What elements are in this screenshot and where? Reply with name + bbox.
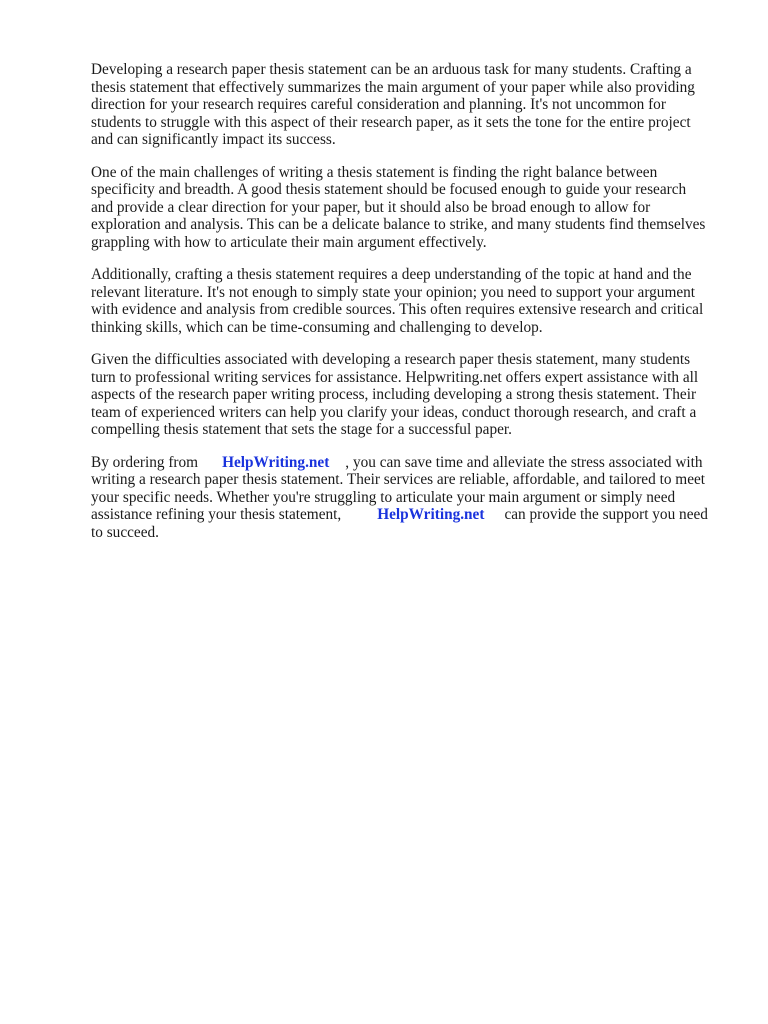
text-line: writing a research paper thesis statement. Their services are reliable, affordable, and tailored to meet (91, 471, 706, 488)
text-line: specificity and breadth. A good thesis statement should be focused enough to guide your research (91, 181, 687, 198)
text-line: students to struggle with this aspect of their research paper, as it sets the tone for the entire project (91, 113, 691, 131)
text-line: your specific needs. Whether you're struggling to articulate your main argument or simply need (91, 488, 676, 506)
text-line: Additionally, crafting a thesis statement requires a deep understanding of the topic at hand and the (91, 266, 692, 283)
paragraph-services (91, 351, 721, 439)
document-body (91, 61, 721, 556)
text-line (91, 506, 721, 524)
text-fragment: can provide the support you need (504, 506, 708, 523)
text-line: relevant literature. It's not enough to simply state your opinion; you need to support your argument (91, 283, 696, 301)
text-line: One of the main challenges of writing a thesis statement is finding the right balance between (91, 163, 658, 181)
text-line (91, 454, 721, 472)
text-line: Developing a research paper thesis statement can be an arduous task for many students. Crafting a (91, 61, 692, 78)
text-fragment: assistance refining your thesis statement, (91, 506, 342, 523)
helpwriting-link[interactable]: HelpWriting.net (222, 453, 330, 471)
paragraph-understanding (91, 266, 721, 336)
text-line: Given the difficulties associated with developing a research paper thesis statement, many students (91, 351, 691, 368)
text-fragment: By ordering from (91, 453, 199, 471)
text-line: with evidence and analysis from credible sources. This often requires extensive research and critical (91, 301, 704, 318)
text-line: exploration and analysis. This can be a delicate balance to strike, and many students find themselves (91, 216, 706, 233)
text-line: compelling thesis statement that sets the stage for a successful paper. (91, 421, 512, 438)
text-line: and can significantly impact its success. (91, 131, 336, 148)
paragraph-challenges (91, 164, 721, 252)
text-line: thinking skills, which can be time-consuming and challenging to develop. (91, 318, 543, 336)
text-fragment: , you can save time and alleviate the stress associated with (345, 453, 703, 471)
text-line: thesis statement that effectively summarizes the main argument of your paper while also providing (91, 78, 695, 96)
text-line: to succeed. (91, 523, 159, 541)
paragraph-intro (91, 61, 721, 149)
text-line: team of experienced writers can help you clarify your ideas, conduct thorough research, and craft a (91, 403, 697, 421)
helpwriting-link[interactable]: HelpWriting.net (377, 506, 485, 523)
text-line: grappling with how to articulate their main argument effectively. (91, 233, 487, 251)
text-line: turn to professional writing services for assistance. Helpwriting.net offers expert assistance with all (91, 368, 699, 386)
text-line: direction for your research requires careful consideration and planning. It's not uncommon for (91, 96, 666, 113)
text-line: aspects of the research paper writing process, including developing a strong thesis statement. Their (91, 386, 697, 403)
text-line: and provide a clear direction for your paper, but it should also be broad enough to allow for (91, 198, 651, 216)
paragraph-ordering (91, 454, 721, 542)
